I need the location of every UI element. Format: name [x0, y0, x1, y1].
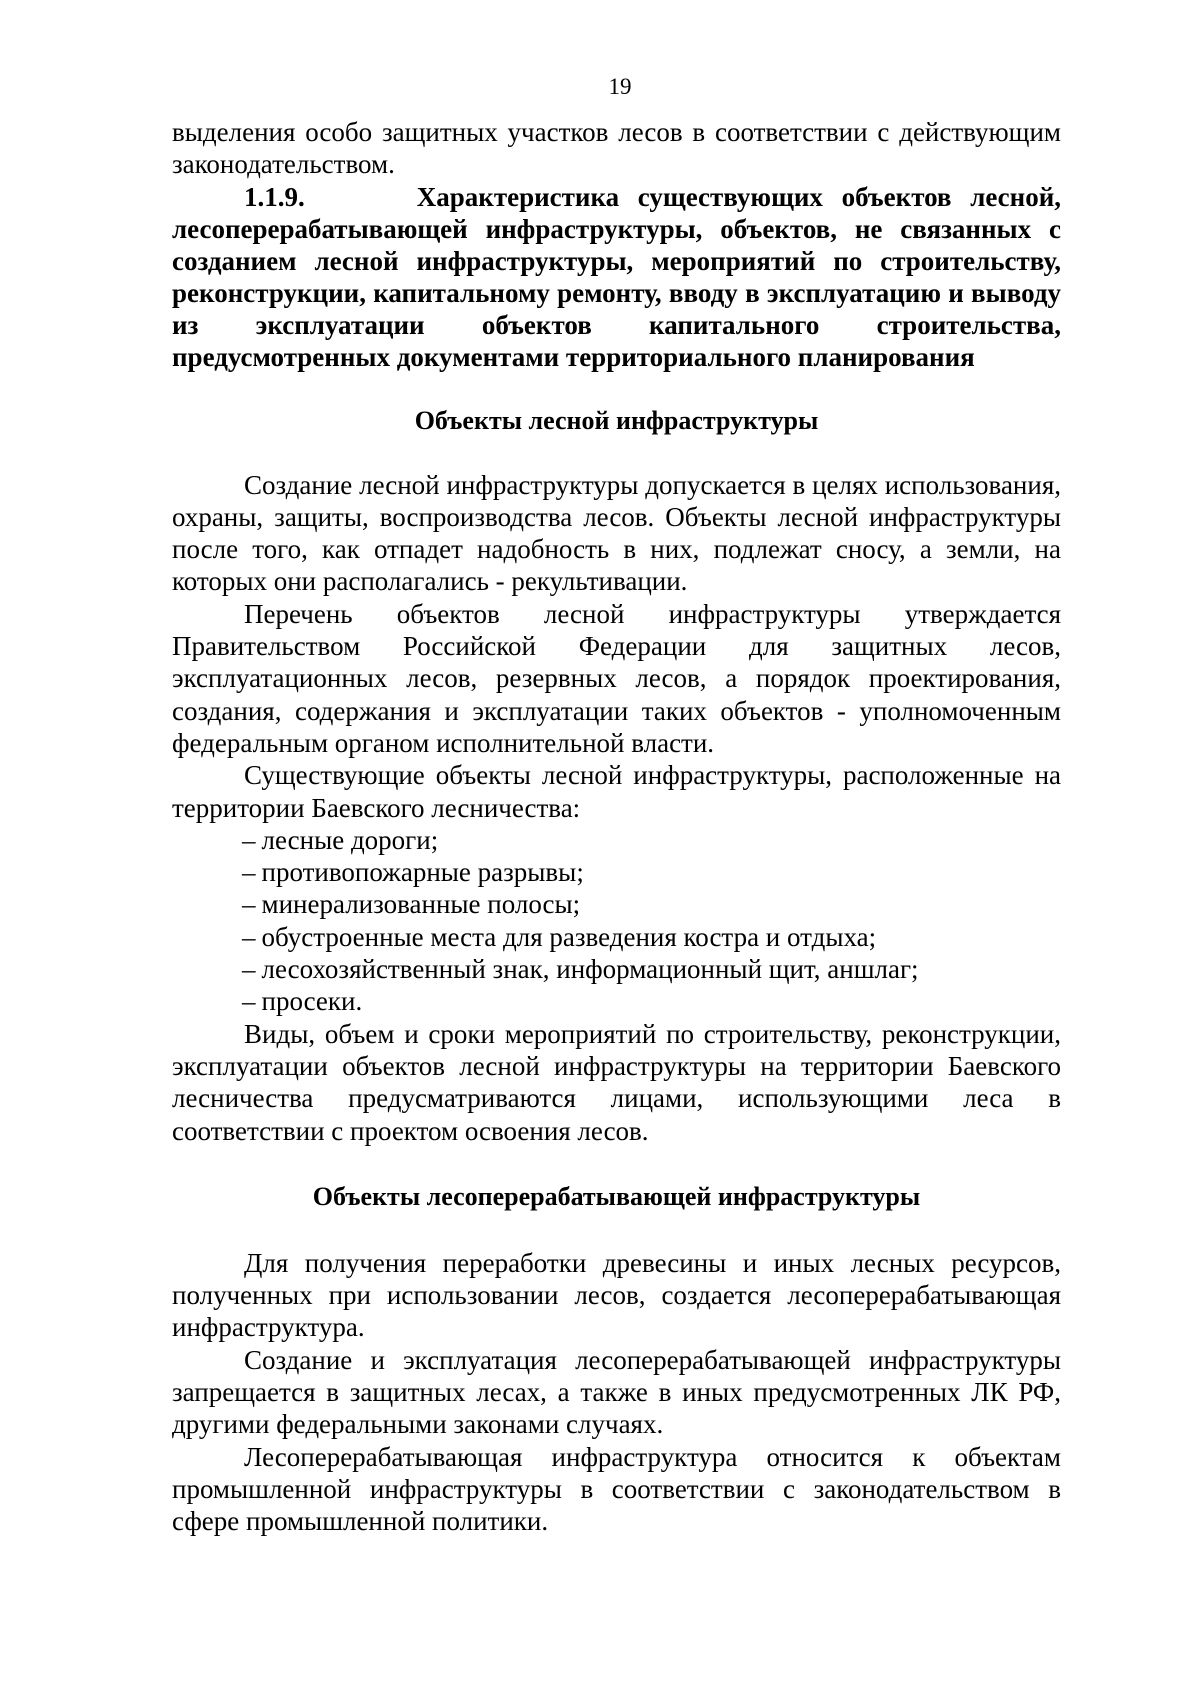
list-item	[242, 856, 1061, 888]
forest-infrastructure-heading: Объекты лесной инфраструктуры	[414, 405, 819, 435]
forest-paragraph-1: Создание лесной инфраструктуры допускается в целях использования, охраны, защиты, воспроизводства лесов. Объекты лесной инфраструктуры после того, как отпадет надобность в них, подлежат сносу, а земли, на которых они располагались - рекультивации.	[172, 469, 1061, 597]
list-dash: –	[242, 857, 256, 888]
list-dash: –	[242, 954, 256, 985]
list-item	[242, 953, 1061, 985]
forest-paragraph-2: Перечень объектов лесной инфраструктуры утверждается Правительством Российской Федерации для защитных лесов, эксплуатационных лесов, резервных лесов, а порядок проектирования, создания, содержания и эксплуатации таких объектов - уполномоченным федеральным органом исполнительной власти.	[172, 598, 1061, 758]
forest-paragraph-4: Виды, объем и сроки мероприятий по строительству, реконструкции, эксплуатации объектов лесной инфраструктуры на территории Баевского лесничества предусматриваются лицами, использующими леса в соответствии с проектом освоения лесов.	[172, 1018, 1061, 1146]
list-item-text: минерализованные полосы;	[261, 889, 581, 920]
list-item	[242, 824, 1061, 856]
list-item-text: лесохозяйственный знак, информационный щит, аншлаг;	[261, 954, 919, 985]
section-number: 1.1.9.	[244, 181, 305, 212]
processing-paragraph-1: Для получения переработки древесины и иных лесных ресурсов, полученных при использовании лесов, создается лесоперерабатывающая инфраструктура.	[172, 1247, 1061, 1343]
list-item-text: лесные дороги;	[261, 824, 439, 855]
list-dash: –	[242, 824, 256, 855]
list-item-text: обустроенные места для разведения костра и отдыха;	[261, 921, 877, 952]
list-item	[242, 888, 1061, 920]
forest-objects-list	[172, 824, 1061, 1018]
processing-paragraph-2: Создание и эксплуатация лесоперерабатывающей инфраструктуры запрещается в защитных лесах, а также в иных предусмотренных ЛК РФ, другими федеральными законами случаях.	[172, 1344, 1061, 1440]
page-number: 19	[608, 74, 632, 99]
forest-paragraph-3: Существующие объекты лесной инфраструктуры, расположенные на территории Баевского лесничества:	[172, 760, 1061, 823]
page-content	[172, 116, 1061, 1538]
list-item-text: противопожарные разрывы;	[261, 857, 584, 888]
section-heading	[172, 181, 1061, 373]
list-item-text: просеки.	[261, 986, 363, 1017]
list-dash: –	[242, 986, 256, 1017]
processing-paragraph-3: Лесоперерабатывающая инфраструктура относится к объектам промышленной инфраструктуры в соответствии с законодательством в сфере промышленной политики.	[172, 1441, 1061, 1537]
list-dash: –	[242, 889, 256, 920]
intro-paragraph: выделения особо защитных участков лесов в соответствии с действующим законодательством.	[172, 117, 1061, 180]
section-title: Характеристика существующих объектов лесной, лесоперерабатывающей инфраструктуры, объектов, не связанных с созданием лесной инфраструктуры, мероприятий по строительству, реконструкции, капитальному ремонту, вводу в эксплуатацию и выводу из эксплуатации объектов капитального строительства, предусмотренных документами территориального планирования	[172, 181, 1061, 372]
list-dash: –	[242, 921, 256, 952]
processing-infrastructure-heading: Объекты лесоперерабатывающей инфраструктуры	[312, 1181, 921, 1211]
list-item	[242, 985, 1061, 1017]
list-item	[242, 921, 1061, 953]
